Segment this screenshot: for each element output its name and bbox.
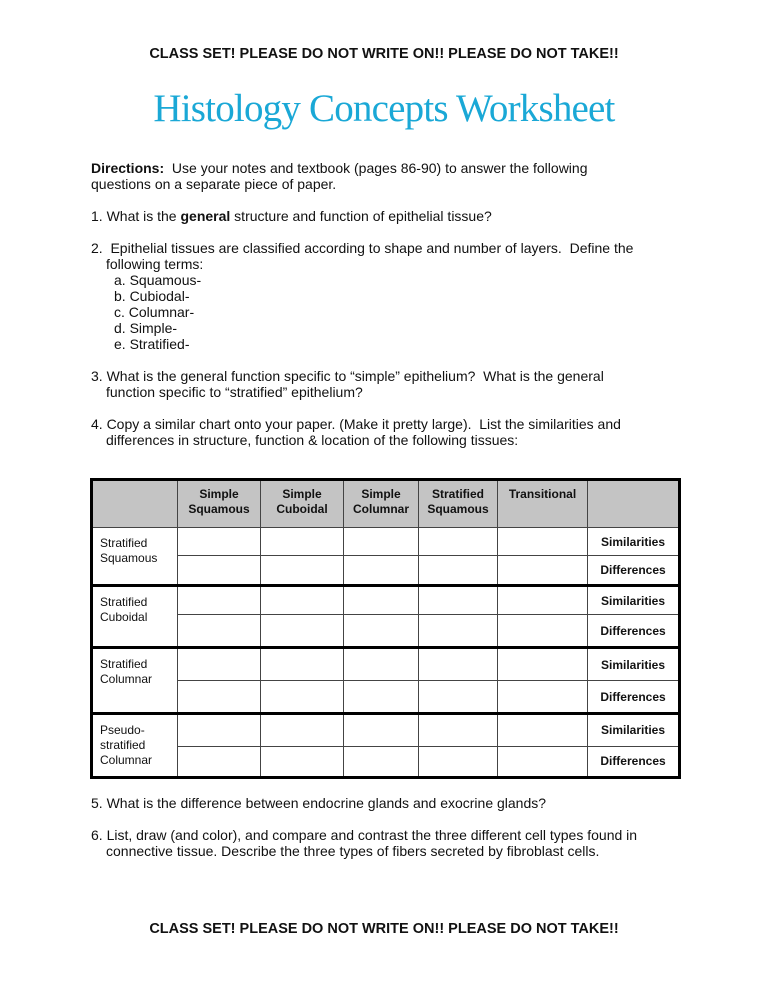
page-title: Histology Concepts Worksheet <box>153 87 615 130</box>
column-header-simple-columnar: Simple Columnar <box>344 480 419 528</box>
term-a: a. Squamous- <box>114 272 202 288</box>
table-cell <box>344 615 419 648</box>
directions-label: Directions: <box>91 160 165 176</box>
table-cell <box>178 746 261 777</box>
row-label-stratified-squamous: Stratified Squamous <box>92 528 178 586</box>
row-label-stratified-cuboidal: Stratified Cuboidal <box>92 586 178 648</box>
table-cell <box>178 586 261 615</box>
table-cell <box>498 714 588 747</box>
table-cell <box>498 528 588 556</box>
table-cell <box>419 714 498 747</box>
chart-header-row <box>92 480 680 528</box>
footer-warning-banner: CLASS SET! PLEASE DO NOT WRITE ON!! PLEASE DO NOT TAKE!! <box>149 921 619 937</box>
comparison-chart <box>90 478 681 779</box>
differences-label: Differences <box>588 615 680 648</box>
table-row <box>92 714 680 747</box>
question-5: 5. What is the difference between endocrine glands and exocrine glands? <box>91 795 547 811</box>
table-cell <box>344 714 419 747</box>
question-1: 1. What is the general structure and function of epithelial tissue? <box>91 208 492 224</box>
question-3: 3. What is the general function specific to “simple” epithelium? What is the general function specific to “stratified” epithelium? <box>91 368 604 400</box>
table-row <box>92 556 680 586</box>
header-warning-banner: CLASS SET! PLEASE DO NOT WRITE ON!! PLEASE DO NOT TAKE!! <box>149 46 619 62</box>
table-cell <box>344 681 419 714</box>
column-header-simple-squamous: Simple Squamous <box>178 480 261 528</box>
question-6: 6. List, draw (and color), and compare and contrast the three different cell types found in connective tissue. Describe the three types of fibers secreted by fibroblast cells. <box>91 827 638 859</box>
table-cell <box>344 648 419 681</box>
column-header-simple-cuboidal: Simple Cuboidal <box>261 480 344 528</box>
question-4: 4. Copy a similar chart onto your paper. (Make it pretty large). List the similarities and differences in structure, function & location of the following tissues: <box>91 416 621 448</box>
table-cell <box>498 586 588 615</box>
table-cell <box>178 528 261 556</box>
table-cell <box>419 615 498 648</box>
table-cell <box>344 586 419 615</box>
term-d: d. Simple- <box>114 320 178 336</box>
differences-label: Differences <box>588 681 680 714</box>
table-cell <box>344 746 419 777</box>
table-cell <box>498 615 588 648</box>
term-c: c. Columnar- <box>114 304 195 320</box>
table-cell <box>419 528 498 556</box>
later-questions <box>91 795 637 859</box>
table-cell <box>419 648 498 681</box>
table-cell <box>419 586 498 615</box>
table-cell <box>178 681 261 714</box>
question-2: 2. Epithelial tissues are classified according to shape and number of layers. Define the following terms: a. Squamous- b. Cubiodal- c. Columnar- d. Simple- e. Stratified- <box>91 240 634 352</box>
directions-line-1: Directions: Use your notes and textbook (pages 86-90) to answer the following <box>91 160 588 176</box>
table-cell <box>498 681 588 714</box>
similarities-label: Similarities <box>588 586 680 615</box>
table-cell <box>261 556 344 586</box>
row-label-pseudostratified-columnar: Pseudo- stratified Columnar <box>92 714 178 778</box>
table-cell <box>261 615 344 648</box>
column-header-stratified-squamous: Stratified Squamous <box>419 480 498 528</box>
column-header-label-blank <box>588 480 680 528</box>
table-cell <box>261 746 344 777</box>
directions <box>91 160 633 448</box>
table-row <box>92 586 680 615</box>
table-cell <box>344 528 419 556</box>
table-cell <box>498 746 588 777</box>
table-cell <box>261 648 344 681</box>
differences-label: Differences <box>588 746 680 777</box>
table-cell <box>178 648 261 681</box>
similarities-label: Similarities <box>588 714 680 747</box>
table-cell <box>498 556 588 586</box>
table-cell <box>178 556 261 586</box>
column-header-transitional: Transitional <box>498 480 588 528</box>
differences-label: Differences <box>588 556 680 586</box>
table-row <box>92 746 680 777</box>
table-cell <box>419 681 498 714</box>
term-e: e. Stratified- <box>114 336 190 352</box>
directions-line-2: questions on a separate piece of paper. <box>91 176 337 192</box>
table-cell <box>261 681 344 714</box>
table-cell <box>261 714 344 747</box>
table-cell <box>419 556 498 586</box>
table-cell <box>178 714 261 747</box>
table-cell <box>344 556 419 586</box>
table-cell <box>419 746 498 777</box>
table-row <box>92 681 680 714</box>
row-label-stratified-columnar: Stratified Columnar <box>92 648 178 714</box>
table-cell <box>178 615 261 648</box>
table-row <box>92 648 680 681</box>
table-row <box>92 528 680 556</box>
term-b: b. Cubiodal- <box>114 288 190 304</box>
column-header-blank <box>92 480 178 528</box>
table-cell <box>261 528 344 556</box>
table-row <box>92 615 680 648</box>
similarities-label: Similarities <box>588 648 680 681</box>
similarities-label: Similarities <box>588 528 680 556</box>
table-cell <box>261 586 344 615</box>
table-cell <box>498 648 588 681</box>
